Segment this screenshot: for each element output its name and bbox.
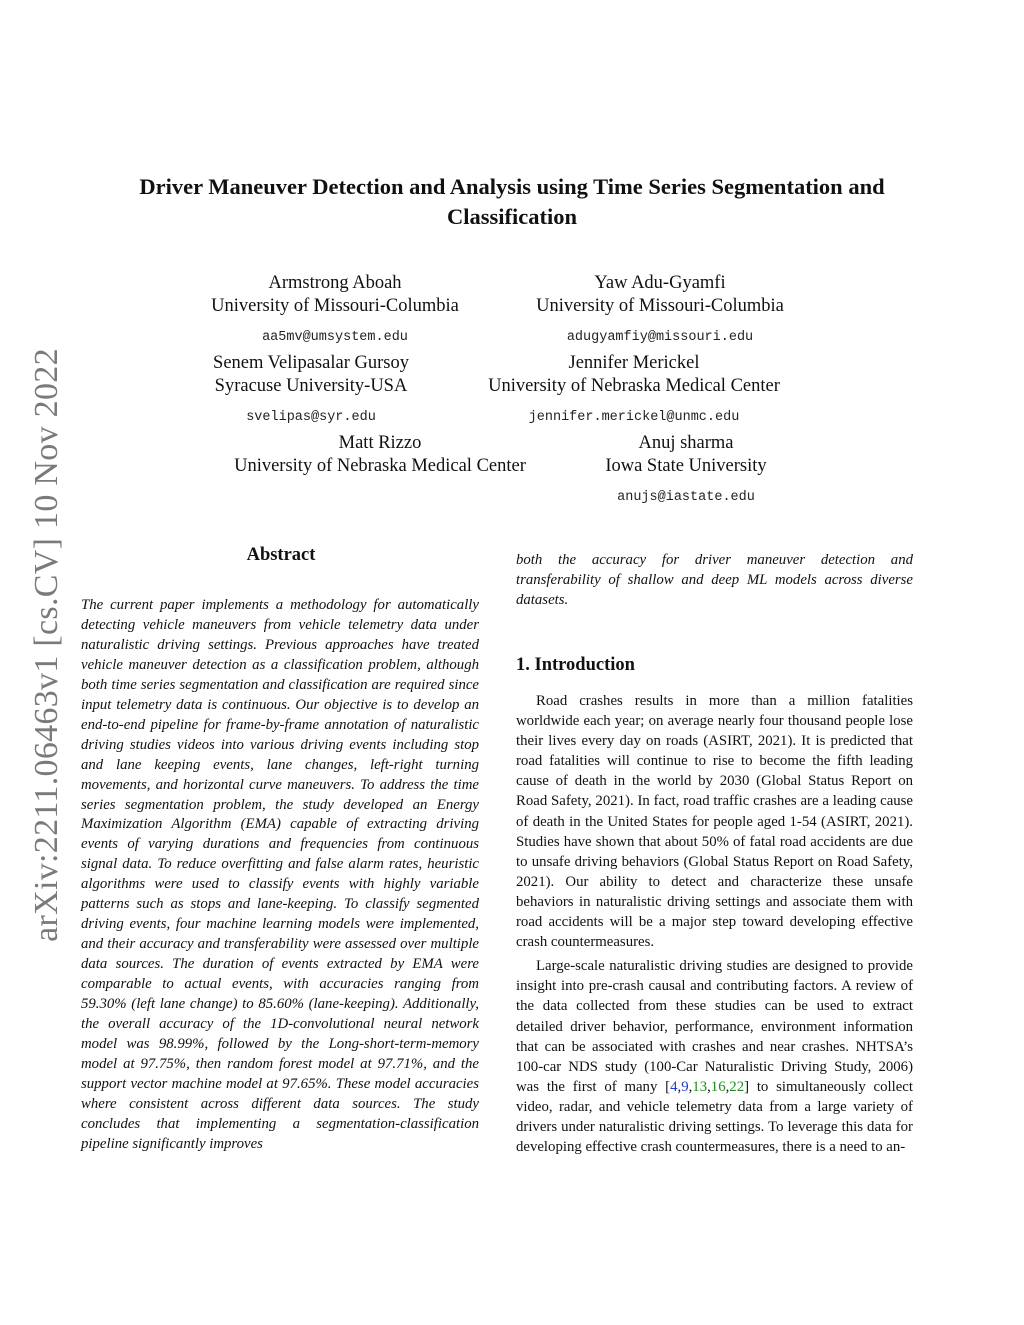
introduction-body xyxy=(516,691,913,1157)
author-affiliation: University of Missouri-Columbia xyxy=(211,296,459,316)
author-email: adugyamfiy@missouri.edu xyxy=(566,330,754,345)
author-name: Matt Rizzo xyxy=(338,433,422,453)
arxiv-stamp-text: arXiv:2211.06463v1 [cs.CV] 10 Nov 2022 xyxy=(28,348,65,942)
author-email: jennifer.merickel@unmc.edu xyxy=(528,410,740,425)
author-affiliation: University of Nebraska Medical Center xyxy=(488,376,780,396)
author-block-6 xyxy=(566,432,806,509)
author-block-5 xyxy=(210,432,550,478)
citation-link[interactable]: 16 xyxy=(710,1078,726,1095)
author-affiliation: Syracuse University-USA xyxy=(214,376,408,396)
author-name: Anuj sharma xyxy=(638,433,734,453)
author-name: Senem Velipasalar Gursoy xyxy=(213,353,409,373)
author-name: Yaw Adu-Gyamfi xyxy=(594,273,726,293)
author-block-2 xyxy=(510,272,810,349)
paper-title: Driver Maneuver Detection and Analysis using Time Series Segmentation and Classification xyxy=(139,174,885,229)
citation-link[interactable]: 13 xyxy=(692,1078,708,1095)
author-email: aa5mv@umsystem.edu xyxy=(262,330,408,345)
author-affiliation: University of Missouri-Columbia xyxy=(536,296,784,316)
author-block-1 xyxy=(185,272,485,349)
intro-paragraph-2-end: ] to simultaneously collect video, radar, and vehicle telemetry data from a large variety of drivers under naturalistic driving settings. To leverage this data for developing effective crash countermeasures, there is a need to an- xyxy=(516,1078,913,1156)
citation-link[interactable]: 22 xyxy=(729,1078,745,1095)
abstract-text-continued: both the accuracy for driver maneuver detection and transferability of shallow and deep ML models across diverse datasets. xyxy=(516,552,913,608)
arxiv-stamp xyxy=(26,345,68,945)
citation-link[interactable]: 9 xyxy=(681,1078,689,1095)
author-email: anujs@iastate.edu xyxy=(617,490,755,505)
author-name: Armstrong Aboah xyxy=(268,273,402,293)
citation-link[interactable]: 4 xyxy=(670,1078,678,1095)
intro-paragraph-1: Road crashes results in more than a million fatalities worldwide each year; on average nearly four thousand people lose their lives every day on roads (ASIRT, 2021). It is predicted that road fatalities will continue to rise to become the fifth leading cause of death in the world by 2030 (Global Status Report on Road Safety, 2021). In fact, road traffic crashes are a leading cause of death in the United States for people aged 1-54 (ASIRT, 2021). Studies have shown that about 50% of fatal road accidents are due to unsafe driving behaviors (Global Status Report on Road Safety, 2021). Our ability to detect and characterize these unsafe behaviors in naturalistic driving settings and associate them with road accidents will be a major step toward developing effective crash countermeasures. xyxy=(516,693,913,951)
abstract-heading: Abstract xyxy=(246,545,316,565)
intro-paragraph-2: Large-scale naturalistic driving studies are designed to provide insight into pre-crash causal and contributing factors. A review of the data collected from these studies can be used to extract detailed driver behavior, performance, environment information that can be associated with crashes and near crashes. NHTSA’s 100-car NDS study (100-Car Naturalistic Driving Study, 2006) was the first of many [4,9,13,16,22] to simultaneously collect video, radar, and vehicle telemetry data from a large variety of drivers under naturalistic driving settings. To leverage this data for developing effective crash countermeasures, there is a need to an- xyxy=(516,958,913,1156)
author-email: svelipas@syr.edu xyxy=(246,410,376,425)
author-name: Jennifer Merickel xyxy=(568,353,700,373)
author-affiliation: Iowa State University xyxy=(605,456,767,476)
author-block-3 xyxy=(185,352,437,429)
abstract-text: The current paper implements a methodology for automatically detecting vehicle maneuvers from vehicle telemetry data under naturalistic driving settings. Previous approaches have treated vehicle maneuver detection as a classification problem, although both time series segmentation and classification are required since input telemetry data is continuous. Our objective is to develop an end-to-end pipeline for frame-by-frame annotation of naturalistic driving studies videos into various driving events including stop and lane keeping events, lane changes, left-right turning movements, and horizontal curve maneuvers. To address the time series segmentation problem, the study developed an Energy Maximization Algorithm (EMA) capable of extracting driving events of varying durations and frequencies from continuous signal data. To reduce overfitting and false alarm rates, heuristic algorithms were used to classify events with highly variable patterns such as stops and lane-keeping. To classify segmented driving events, four machine learning models were implemented, and their accuracy and transferability were assessed over multiple data sources. The duration of events extracted by EMA were comparable to actual events, with accuracies ranging from 59.30% (left lane change) to 85.60% (lane-keeping). Additionally, the overall accuracy of the 1D-convolutional neural network model was 98.99%, followed by the Long-short-term-memory model at 97.75%, then random forest model at 97.71%, and the support vector machine model at 97.65%. These model accuracies where consistent across different data sources. The study concludes that implementing a segmentation-classification pipeline significantly improves xyxy=(81,597,479,1152)
section-heading-introduction: 1. Introduction xyxy=(516,655,635,675)
author-affiliation: University of Nebraska Medical Center xyxy=(234,456,526,476)
author-block-4 xyxy=(465,352,803,429)
intro-paragraph-2-start: Large-scale naturalistic driving studies are designed to provide insight into pre-crash causal and contributing factors. A review of the data collected from these studies can be used to extract detailed driver behavior, performance, environment information that can be associated with crashes and near crashes. NHTSA’s 100-car NDS study (100-Car Naturalistic Driving Study, 2006) was the first of many [ xyxy=(516,958,913,1095)
